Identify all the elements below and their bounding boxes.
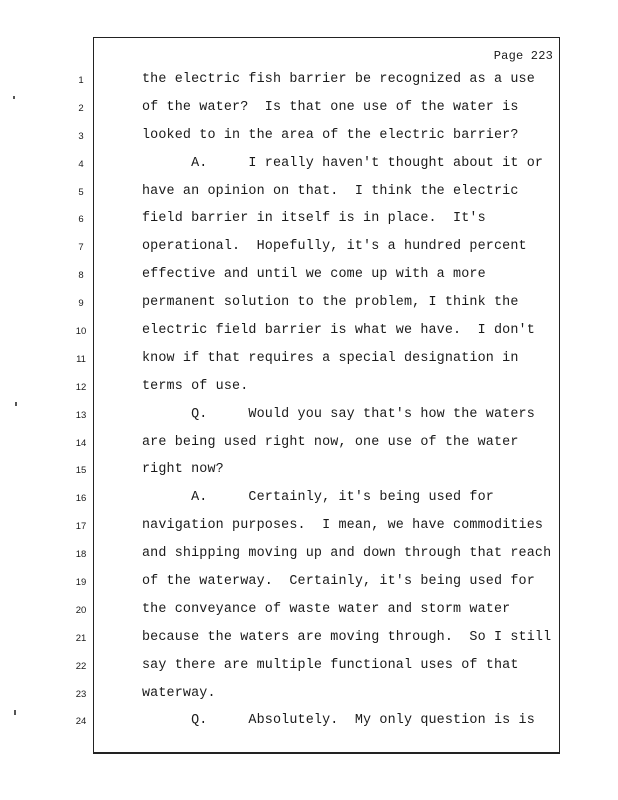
transcript-line — [75, 461, 559, 489]
transcript-line — [75, 489, 559, 517]
transcript-line — [78, 127, 559, 155]
line-text: are being used right now, one use of the water — [142, 434, 519, 450]
line-number: 5 — [78, 186, 84, 198]
line-number: 23 — [75, 688, 87, 700]
line-number: 13 — [75, 409, 87, 421]
line-text: right now? — [142, 462, 224, 478]
line-text: the electric fish barrier be recognized as a use — [142, 72, 535, 87]
line-number: 22 — [75, 660, 87, 672]
line-number: 24 — [75, 716, 87, 728]
line-number: 2 — [78, 102, 84, 114]
line-number: 16 — [75, 493, 87, 505]
scan-mark — [14, 710, 16, 715]
transcript-line — [75, 601, 559, 629]
line-number: 15 — [75, 465, 87, 477]
line-number: 4 — [78, 158, 84, 170]
transcript-page — [75, 37, 560, 754]
scan-mark — [15, 402, 17, 406]
transcript-line — [78, 266, 559, 294]
line-text: operational. Hopefully, it's a hundred percent — [142, 239, 527, 255]
transcript-line — [76, 350, 559, 378]
line-number: 12 — [75, 381, 87, 393]
line-number: 8 — [78, 270, 84, 282]
line-text: say there are multiple functional uses of that — [142, 657, 519, 673]
line-number: 21 — [75, 632, 87, 644]
line-number: 18 — [75, 549, 87, 561]
scan-mark — [13, 96, 15, 99]
line-text: permanent solution to the problem, I think the — [142, 295, 519, 311]
transcript-line — [75, 629, 559, 657]
line-text: of the waterway. Certainly, it's being used for — [142, 574, 535, 590]
line-text: A. I really haven't thought about it or — [142, 155, 544, 171]
line-text: electric field barrier is what we have. I don't — [142, 323, 535, 339]
line-text: Q. Absolutely. My only question is is — [142, 713, 535, 729]
line-number: 9 — [78, 298, 84, 310]
line-number: 17 — [75, 521, 87, 533]
transcript-line — [75, 406, 559, 434]
transcript-line — [78, 71, 559, 99]
transcript-line — [75, 517, 559, 545]
transcript-line — [75, 322, 559, 350]
line-text: know if that requires a special designation in — [142, 350, 519, 366]
line-number: 10 — [75, 326, 87, 338]
line-number: 14 — [75, 437, 87, 449]
line-text: of the water? Is that one use of the water is — [142, 99, 519, 115]
transcript-line — [78, 183, 559, 211]
transcript-line — [75, 657, 559, 685]
page-number: Page 223 — [493, 49, 553, 63]
line-number: 6 — [78, 214, 84, 226]
transcript-line — [75, 434, 559, 462]
transcript-line — [78, 155, 559, 183]
transcript-lines — [75, 71, 559, 740]
line-text: navigation purposes. I mean, we have commodities — [142, 518, 544, 534]
line-text: A. Certainly, it's being used for — [142, 490, 494, 506]
line-number: 7 — [78, 242, 84, 254]
line-text: Q. Would you say that's how the waters — [142, 406, 535, 422]
transcript-line — [78, 210, 559, 238]
line-number: 3 — [78, 130, 84, 142]
transcript-line — [75, 378, 559, 406]
transcript-line — [75, 545, 559, 573]
line-text: the conveyance of waste water and storm water — [142, 601, 511, 617]
transcript-line — [75, 573, 559, 601]
line-text: because the waters are moving through. So I still — [142, 629, 552, 645]
line-number: 19 — [75, 577, 87, 589]
line-number: 1 — [78, 75, 84, 86]
line-text: terms of use. — [142, 378, 249, 394]
line-text: and shipping moving up and down through that reach — [142, 546, 552, 562]
line-text: effective and until we come up with a more — [142, 267, 486, 283]
transcript-line — [78, 294, 559, 322]
line-text: looked to in the area of the electric barrier? — [142, 127, 519, 143]
line-number: 20 — [75, 604, 87, 616]
transcript-line — [75, 685, 559, 713]
line-number: 11 — [76, 353, 86, 365]
line-text: have an opinion on that. I think the electric — [142, 183, 519, 199]
transcript-line — [75, 712, 559, 740]
transcript-line — [78, 99, 559, 127]
line-text: waterway. — [142, 685, 216, 701]
transcript-line — [78, 238, 559, 266]
line-text: field barrier in itself is in place. It's — [142, 211, 486, 227]
